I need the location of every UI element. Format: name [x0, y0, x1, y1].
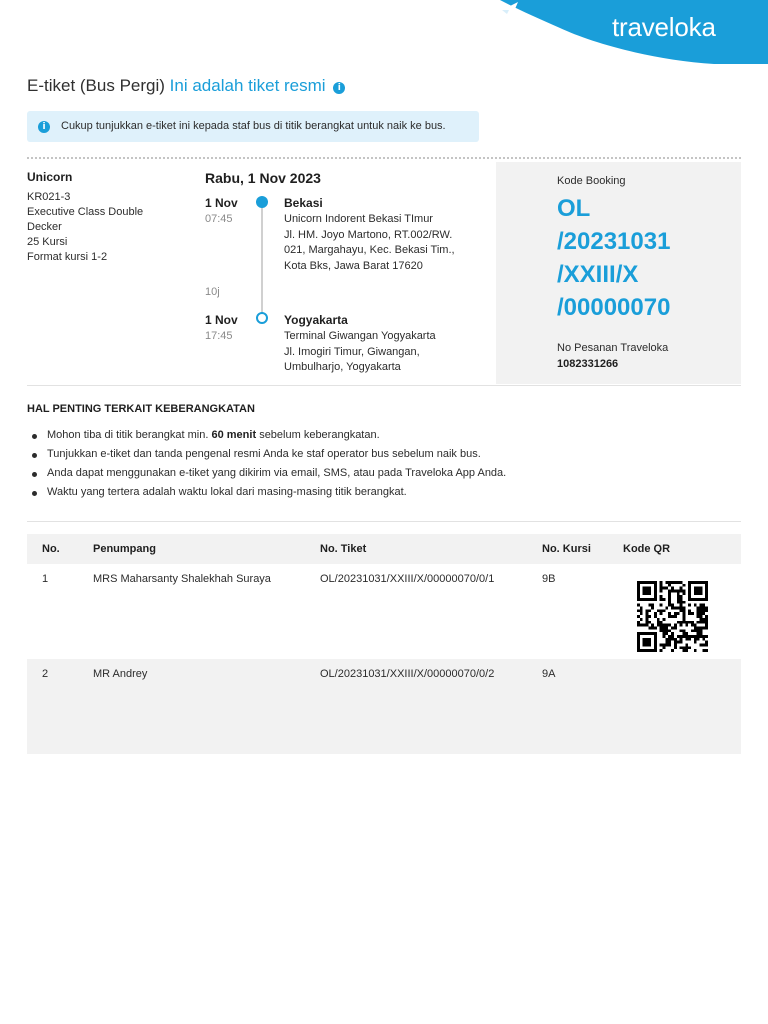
ticket-title: E-tiket (Bus Pergi): [27, 76, 165, 95]
booking-code-line: /20231031: [557, 228, 671, 255]
passenger-table: [27, 534, 741, 754]
seat-number: 9B: [542, 573, 556, 585]
important-list: [27, 429, 506, 505]
page-title: [27, 76, 345, 96]
bus-seat-format: Format kursi 1-2: [27, 251, 108, 263]
seat-number: 9A: [542, 668, 556, 680]
traveloka-bird-icon: [500, 0, 520, 18]
departure-city: Bekasi: [284, 196, 323, 210]
bus-operator: Unicorn: [27, 170, 73, 184]
bus-code: KR021-3: [27, 191, 71, 203]
order-number: 1082331266: [557, 358, 619, 370]
address-line: Terminal Giwangan Yogyakarta: [284, 330, 436, 342]
arrival-date: 1 Nov: [205, 313, 238, 327]
departure-dot-icon: [256, 196, 268, 208]
address-line: Kota Bks, Jawa Barat 17620: [284, 259, 423, 272]
important-item-text: Mohon tiba di titik berangkat min.: [47, 429, 209, 441]
passenger-name: MRS Maharsanty Shalekhah Suraya: [93, 573, 271, 585]
official-ticket-label: Ini adalah tiket resmi: [169, 76, 326, 95]
departure-time: 07:45: [205, 213, 233, 225]
column-header: No. Tiket: [320, 543, 367, 555]
bus-seats: 25 Kursi: [27, 236, 68, 248]
column-header: Penumpang: [93, 543, 156, 555]
info-icon: i: [38, 121, 50, 133]
important-heading: HAL PENTING TERKAIT KEBERANGKATAN: [27, 403, 255, 415]
address-line: Jl. Imogiri Timur, Giwangan,: [284, 345, 420, 358]
address-line: Unicorn Indorent Bekasi TImur: [284, 213, 433, 225]
dotted-divider: [27, 157, 741, 159]
arrival-dot-icon: [256, 312, 268, 324]
table-row: [27, 564, 741, 659]
ticket-number: OL/20231031/XXIII/X/00000070/0/2: [320, 668, 495, 680]
notice-text: Cukup tunjukkan e-tiket ini kepada staf bus di titik berangkat untuk naik ke bus.: [61, 120, 446, 132]
important-item: Anda dapat menggunakan e-tiket yang dikirim via email, SMS, atau pada Traveloka App Anda.: [27, 467, 506, 486]
traveloka-logo: traveloka: [612, 12, 716, 42]
important-item: Waktu yang tertera adalah waktu lokal dari masing-masing titik berangkat.: [27, 486, 506, 505]
booking-code: [557, 192, 670, 324]
arrival-address: [284, 329, 484, 376]
booking-code-label: Kode Booking: [557, 175, 626, 187]
route-line: [261, 205, 263, 313]
bus-class-cont: Decker: [27, 221, 62, 233]
bus-info: [27, 170, 197, 265]
divider: [27, 385, 741, 386]
address-line: 021, Margahayu, Kec. Bekasi Tim.,: [284, 244, 455, 256]
important-item-highlight: 60 menit: [211, 429, 257, 441]
passenger-no: 1: [42, 573, 49, 585]
ticket-number: OL/20231031/XXIII/X/00000070/0/1: [320, 573, 495, 585]
arrival-time: 17:45: [205, 330, 233, 342]
address-line: Jl. HM. Joyo Martono, RT.002/RW.: [284, 228, 453, 241]
traveloka-logo-banner: [500, 0, 768, 64]
departure-date: 1 Nov: [205, 196, 238, 210]
column-header: No. Kursi: [542, 543, 591, 555]
address-line: Umbulharjo, Yogyakarta: [284, 361, 401, 373]
booking-code-line: /XXIII/X: [557, 261, 639, 288]
column-header: Kode QR: [623, 543, 671, 555]
departure-address: [284, 212, 484, 274]
booking-code-line: /00000070: [557, 294, 671, 321]
booking-panel: [496, 162, 741, 384]
important-item-text: sebelum keberangkatan.: [259, 429, 380, 441]
table-row: [27, 659, 741, 754]
arrival-city: Yogyakarta: [284, 313, 348, 327]
trip-duration: 10j: [205, 286, 220, 298]
important-item: Tunjukkan e-tiket dan tanda pengenal resmi Anda ke staf operator bus sebelum naik bus.: [27, 448, 506, 467]
table-header: [27, 534, 741, 564]
trip-date-heading: Rabu, 1 Nov 2023: [205, 170, 321, 186]
bus-class: Executive Class Double: [27, 206, 144, 218]
order-number-label: No Pesanan Traveloka: [557, 342, 669, 354]
qr-code: [635, 581, 710, 652]
important-item: [27, 429, 506, 448]
notice-banner: [27, 111, 479, 142]
info-icon[interactable]: i: [333, 82, 345, 94]
column-header: No.: [42, 543, 60, 555]
passenger-no: 2: [42, 668, 49, 680]
booking-code-line: OL: [557, 195, 591, 222]
passenger-name: MR Andrey: [93, 668, 148, 680]
divider: [27, 521, 741, 522]
